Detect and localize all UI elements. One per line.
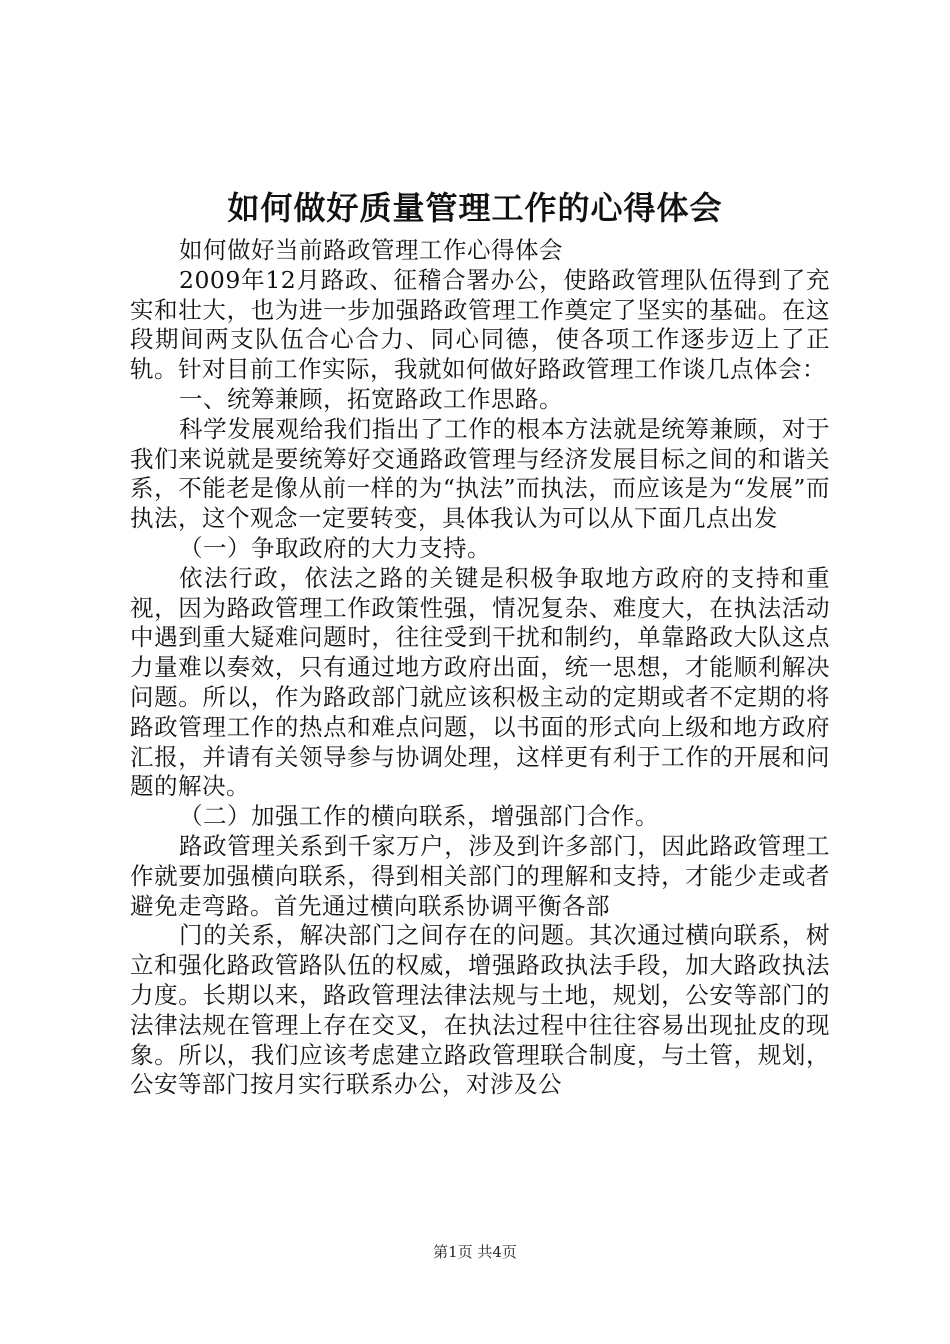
- subsection-2-paragraph: 路政管理关系到千家万户，涉及到许多部门，因此路政管理工作就要加强横向联系，得到相关部门的理解和支持，才能少走或者避免走弯路。首先通过横向联系协调平衡各部: [130, 831, 830, 920]
- subsection-heading-1: （一）争取政府的大力支持。: [179, 533, 491, 562]
- subsection-2-continuation: 门的关系，解决部门之间存在的问题。其次通过横向联系，树立和强化路政管路队伍的权威，增强路政执法手段，加大路政执法力度。长期以来，路政管理法律法规与土地，规划，公安等部门的法律法规在管理上存在交叉，在执法过程中往往容易出现扯皮的现象。所以，我们应该考虑建立路政管理联合制度，与土管，规划，公安等部门按月实行联系办公，对涉及公: [130, 921, 830, 1099]
- page-number-footer: 第1页 共4页: [433, 1243, 517, 1261]
- section-heading-1: 一、统筹兼顾，拓宽路政工作思路。: [179, 384, 563, 413]
- subsection-heading-2: （二）加强工作的横向联系，增强部门合作。: [179, 802, 659, 831]
- document-body: [130, 236, 830, 1100]
- intro-paragraph: 2009年12月路政、征稽合署办公，使路政管理队伍得到了充实和壮大，也为进一步加强路政管理工作奠定了坚实的基础。在这段期间两支队伍合心合力、同心同德，使各项工作逐步迈上了正轨。针对目前工作实际，我就如何做好路政管理工作谈几点体会：: [130, 265, 830, 384]
- subsection-1-paragraph: 依法行政，依法之路的关键是积极争取地方政府的支持和重视，因为路政管理工作政策性强，情况复杂、难度大，在执法活动中遇到重大疑难问题时，往往受到干扰和制约，单靠路政大队这点力量难以奏效，只有通过地方政府出面，统一思想，才能顺利解决问题。所以，作为路政部门就应该积极主动的定期或者不定期的将路政管理工作的热点和难点问题，以书面的形式向上级和地方政府汇报，并请有关领导参与协调处理，这样更有利于工作的开展和问题的解决。: [130, 563, 830, 801]
- document-title: 如何做好质量管理工作的心得体会: [227, 189, 723, 227]
- section-1-paragraph: 科学发展观给我们指出了工作的根本方法就是统筹兼顾，对于我们来说就是要统筹好交通路政管理与经济发展目标之间的和谐关系，不能老是像从前一样的为“执法”而执法，而应该是为“发展”而执法，这个观念一定要转变，具体我认为可以从下面几点出发: [130, 414, 830, 533]
- subtitle-paragraph: 如何做好当前路政管理工作心得体会: [179, 236, 563, 264]
